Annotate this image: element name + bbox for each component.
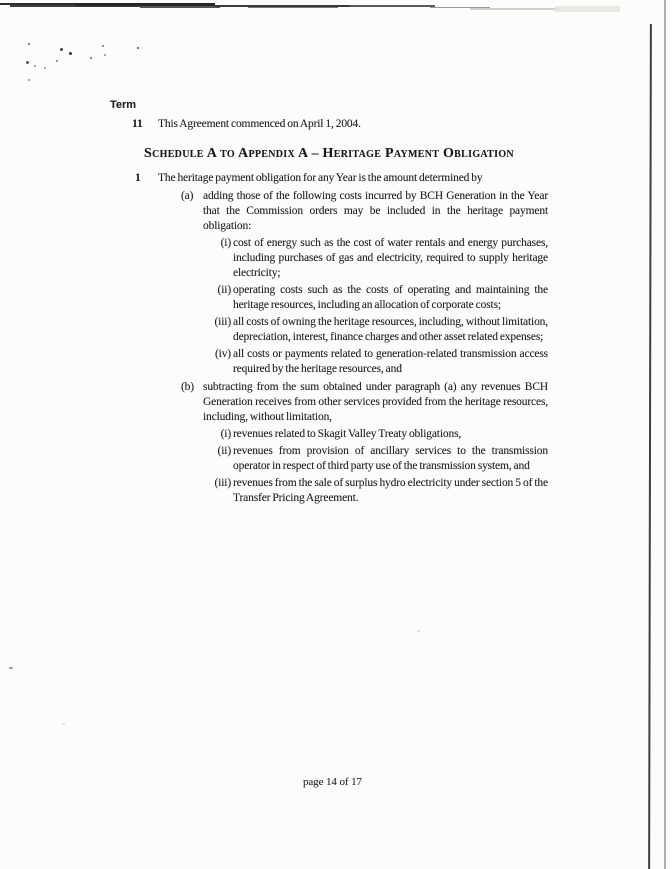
scan-speckle bbox=[28, 79, 30, 81]
schedule-a-heading: Schedule A to Appendix A – Heritage Payment Obligation bbox=[144, 146, 514, 161]
scan-edge-artifact-top bbox=[248, 7, 338, 8]
subitem-label: (iii) bbox=[214, 316, 231, 328]
subitem-text: operating costs such as the costs of operating and maintaining the heritage resources, including an allocation of corporate costs; bbox=[233, 284, 548, 311]
subitem-label: (ii) bbox=[217, 284, 231, 296]
subitem-label: (ii) bbox=[217, 445, 231, 457]
clause-text: adding those of the following costs incurred by BCH Generation in the Year that the Commission orders may be included in the heritage payment obligation: bbox=[203, 190, 548, 232]
clause-a-item-iv bbox=[110, 347, 548, 377]
scan-speckle bbox=[102, 45, 104, 47]
scan-speckle bbox=[28, 43, 30, 45]
term-clause-11 bbox=[110, 117, 548, 132]
scan-speckle bbox=[34, 65, 36, 67]
clause-b-item-ii bbox=[110, 444, 548, 474]
subitem-text: revenues related to Skagit Valley Treaty obligations, bbox=[233, 428, 462, 440]
scan-speckle bbox=[69, 52, 72, 55]
scan-vertical-line-dark bbox=[648, 24, 652, 869]
clause-a bbox=[110, 189, 548, 234]
scan-edge-artifact-top bbox=[555, 6, 620, 12]
scan-speckle bbox=[62, 723, 65, 725]
subitem-label: (i) bbox=[220, 237, 231, 249]
subitem-text: all costs or payments related to generation-related transmission access required by the heritage resources, and bbox=[233, 348, 548, 375]
paragraph-number: 1 bbox=[135, 172, 141, 184]
scan-speckle bbox=[60, 48, 63, 51]
subitem-label: (i) bbox=[220, 428, 231, 440]
subitem-text: all costs of owning the heritage resources, including, without limitation, depreciation, interest, finance charges and other asset related expenses; bbox=[233, 316, 548, 343]
scan-speckle bbox=[9, 667, 13, 669]
clause-b bbox=[110, 380, 548, 425]
clause-a-item-ii bbox=[110, 283, 548, 313]
scan-speckle bbox=[56, 60, 58, 62]
clause-a-item-iii bbox=[110, 315, 548, 345]
clause-text: subtracting from the sum obtained under paragraph (a) any revenues BCH Generation receives from other services provided from the heritage resources, including, without limitation, bbox=[203, 381, 548, 423]
clause-text: This Agreement commenced on April 1, 2004. bbox=[158, 118, 361, 130]
subitem-text: revenues from provision of ancillary services to the transmission operator in respect of third party use of the transmission system, and bbox=[233, 445, 548, 472]
subitem-text: revenues from the sale of surplus hydro electricity under section 5 of the Transfer Pricing Agreement. bbox=[233, 477, 548, 504]
scan-edge-artifact-top bbox=[470, 8, 560, 10]
scan-speckle bbox=[90, 57, 92, 59]
scan-speckle bbox=[44, 67, 46, 69]
footer-page-number: page 14 of 17 bbox=[303, 776, 362, 788]
paragraph-text: The heritage payment obligation for any Year is the amount determined by bbox=[158, 172, 483, 184]
scan-speckle bbox=[26, 61, 29, 64]
clause-a-item-i bbox=[110, 236, 548, 281]
scan-vertical-line-faint bbox=[664, 0, 666, 869]
scan-edge-artifact-top bbox=[350, 5, 435, 7]
clause-b-item-iii bbox=[110, 476, 548, 506]
clause-number: 11 bbox=[132, 118, 143, 130]
scan-edge-artifact-top bbox=[140, 6, 220, 8]
term-section-heading: Term bbox=[110, 99, 137, 111]
document-body bbox=[110, 99, 548, 506]
subitem-text: cost of energy such as the cost of water rentals and energy purchases, including purchases of gas and electricity, required to supply heritage electricity; bbox=[233, 237, 548, 279]
subitem-label: (iv) bbox=[214, 348, 231, 360]
subitem-label: (iii) bbox=[214, 477, 231, 489]
scan-speckle bbox=[104, 54, 106, 56]
clause-b-item-i bbox=[110, 427, 548, 442]
clause-label: (b) bbox=[181, 381, 194, 393]
paragraph-1 bbox=[110, 171, 548, 186]
clause-label: (a) bbox=[181, 190, 194, 202]
scan-speckle bbox=[137, 47, 139, 49]
scan-speckle bbox=[417, 630, 420, 632]
